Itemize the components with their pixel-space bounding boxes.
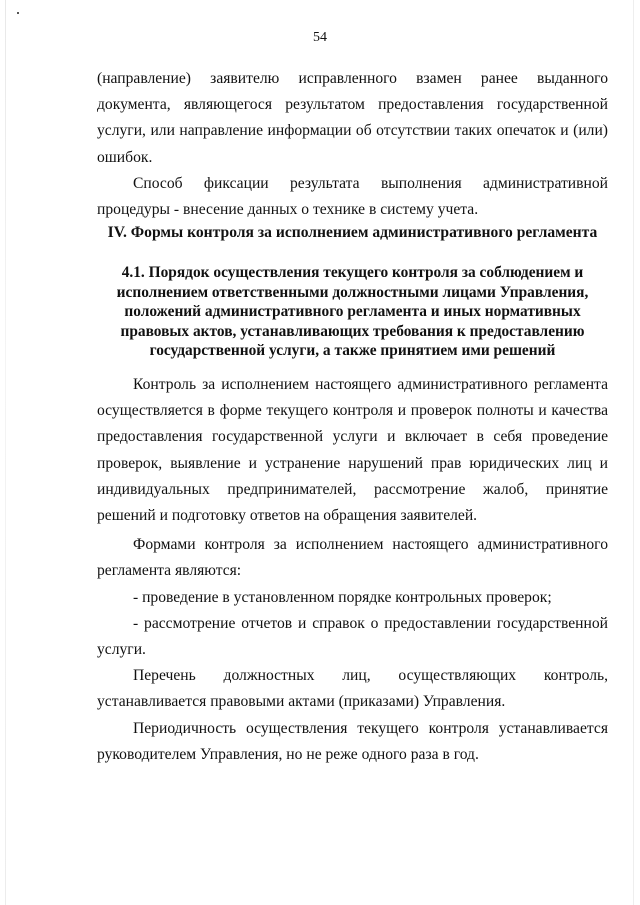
body-paragraph-control: Контроль за исполнением настоящего административного регламента осуществляется в форме текущего контроля и проверок полноты и качества предоставления государственной услуги и включает в себя проведение проверок, выявление и устранение нарушений прав юридических лиц и индивидуальных предпринимателей, рассмотрение жалоб, принятие решений и подготовку ответов на обращения заявителей. (97, 376, 608, 525)
body-paragraph-officials: Перечень должностных лиц, осуществляющих контроль, устанавливается правовыми актами (приказами) Управления. (97, 667, 608, 711)
subsection-heading-block (97, 263, 608, 361)
intro-block (97, 66, 608, 223)
body-paragraph-forms: Формами контроля за исполнением настоящего административного регламента являются: (97, 536, 608, 580)
scan-right-edge (633, 0, 634, 905)
section-heading-block (97, 221, 608, 245)
list-item-reports: - рассмотрение отчетов и справок о предоставлении государственной услуги. (97, 614, 608, 659)
section-heading: IV. Формы контроля за исполнением административного регламента (107, 224, 598, 241)
subsection-heading-line-4: правовых актов, устанавливающих требования к предоставлению (120, 322, 585, 340)
subsection-heading-line-3: положений административного регламента и иных нормативных (124, 303, 581, 321)
intro-paragraph-1: (направление) заявителю исправленного взамен ранее выданного документа, являющегося результатом предоставления государственной услуги, или направление информации об отсутствии таких опечаток и (или) ошибок. (97, 70, 608, 166)
list-item-checks: - проведение в установленном порядке контрольных проверок; (133, 588, 552, 606)
body-block (97, 372, 608, 768)
intro-paragraph-2: Способ фиксации результата выполнения административной процедуры - внесение данных о технике в систему учета. (97, 174, 608, 219)
subsection-heading-line-2: исполнением ответственными должностными лицами Управления, (116, 283, 589, 301)
scan-left-edge (5, 0, 6, 905)
page-number: 54 (313, 30, 327, 45)
subsection-heading-line-5: государственной услуги, а также принятием ими решений (149, 342, 556, 360)
body-paragraph-periodicity: Периодичность осуществления текущего контроля устанавливается руководителем Управления, но не реже одного раза в год. (97, 719, 608, 763)
scan-speck (17, 12, 19, 14)
subsection-heading-line-1: 4.1. Порядок осуществления текущего контроля за соблюдением и (121, 264, 584, 281)
